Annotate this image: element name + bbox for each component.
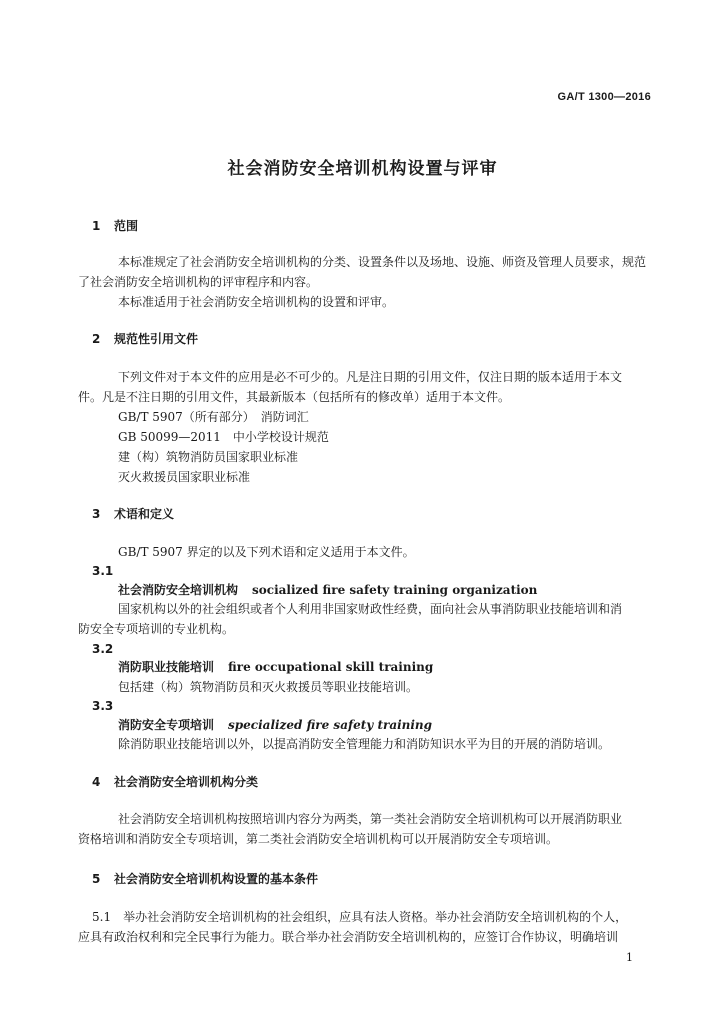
- s1-paragraph-1-line-2: 了社会消防安全培训机构的评审程序和内容。: [78, 275, 319, 289]
- term-number: 3.2: [92, 642, 114, 656]
- s4-paragraph-line-1: 社会消防安全培训机构按照培训内容分为两类，第一类社会消防安全培训机构可以开展消防职业: [118, 812, 623, 826]
- clause-5-1-line-2: 应具有政治权利和完全民事行为能力。联合举办社会消防安全培训机构的，应签订合作协议，明确培训: [78, 930, 619, 944]
- reference-item: GB 50099—2011 中小学校设计规范: [118, 430, 329, 444]
- s1-paragraph-2: 本标准适用于社会消防安全培训机构的设置和评审。: [118, 295, 395, 309]
- clause-5-1-line-1: 5.1 举办社会消防安全培训机构的社会组织，应具有法人资格。举办社会消防安全培训机构的个人，: [92, 910, 628, 924]
- standard-code: GA/T 1300—2016: [557, 91, 651, 103]
- term-entry: [118, 658, 433, 676]
- s2-paragraph-line-2: 件。凡是不注日期的引用文件，其最新版本（包括所有的修改单）适用于本文件。: [78, 390, 511, 404]
- section-1-heading: 1 范围: [92, 219, 139, 233]
- term-zh: 消防安全专项培训: [118, 718, 215, 732]
- s4-paragraph-line-2: 资格培训和消防安全专项培训，第二类社会消防安全培训机构可以开展消防安全专项培训。: [78, 832, 559, 846]
- term-definition: 除消防职业技能培训以外，以提高消防安全管理能力和消防知识水平为目的开展的消防培训。: [118, 737, 611, 751]
- term-entry: [118, 581, 537, 599]
- term-zh: 社会消防安全培训机构: [118, 583, 239, 597]
- reference-item: 灭火救援员国家职业标准: [118, 470, 251, 484]
- term-number: 3.1: [92, 564, 114, 578]
- reference-item: GB/T 5907（所有部分） 消防词汇: [118, 410, 309, 424]
- s2-paragraph-line-1: 下列文件对于本文件的应用是必不可少的。凡是注日期的引用文件，仅注日期的版本适用于本文: [118, 370, 623, 384]
- term-zh: 消防职业技能培训: [118, 660, 215, 674]
- section-3-heading: 3 术语和定义: [92, 507, 175, 521]
- term-en: specialized fire safety training: [228, 718, 433, 732]
- page-number: 1: [626, 951, 633, 964]
- s1-paragraph-1-line-1: 本标准规定了社会消防安全培训机构的分类、设置条件以及场地、设施、师资及管理人员要求，规范: [118, 255, 647, 269]
- section-5-heading: 5 社会消防安全培训机构设置的基本条件: [92, 872, 319, 886]
- term-definition-line-1: 国家机构以外的社会组织或者个人利用非国家财政性经费，面向社会从事消防职业技能培训和消: [118, 602, 623, 616]
- s3-intro: GB/T 5907 界定的以及下列术语和定义适用于本文件。: [118, 545, 415, 559]
- term-en: fire occupational skill training: [228, 660, 434, 674]
- section-2-heading: 2 规范性引用文件: [92, 332, 199, 346]
- document-title: 社会消防安全培训机构设置与评审: [227, 159, 498, 179]
- term-entry: [118, 716, 432, 734]
- term-definition-line-2: 防安全专项培训的专业机构。: [78, 622, 235, 636]
- term-definition: 包括建（构）筑物消防员和灭火救援员等职业技能培训。: [118, 680, 419, 694]
- term-en: socialized fire safety training organization: [252, 583, 538, 597]
- section-4-heading: 4 社会消防安全培训机构分类: [92, 775, 259, 789]
- reference-item: 建（构）筑物消防员国家职业标准: [118, 450, 299, 464]
- term-number: 3.3: [92, 699, 114, 713]
